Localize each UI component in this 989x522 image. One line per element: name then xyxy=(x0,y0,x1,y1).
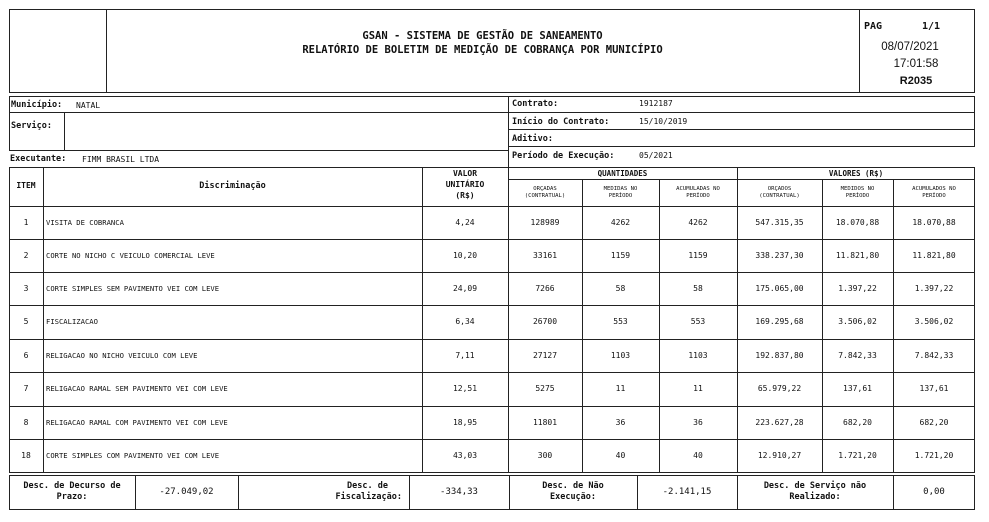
cell-v-medidos: 137,61 xyxy=(843,384,872,393)
col-header-v-orcados: (CONTRATUAL) xyxy=(759,193,800,199)
cell-v-orcados: 169.295,68 xyxy=(755,317,804,326)
group-divider-valores xyxy=(737,179,975,180)
col-header-q-medidas: PERÍODO xyxy=(608,193,633,199)
cell-discriminacao: CORTE SIMPLES SEM PAVIMENTO VEI COM LEVE xyxy=(46,284,220,293)
inicio-contrato-label: Início do Contrato: xyxy=(512,117,610,127)
desc-servico-nao-realizado-label: Realizado: xyxy=(789,492,841,502)
desc-nao-execucao-label: Desc. de Não xyxy=(542,481,604,491)
cell-q-orcadas: 11801 xyxy=(532,418,558,427)
cell-discriminacao: RELIGACAO RAMAL COM PAVIMENTO VEI COM LEVE xyxy=(46,418,228,427)
cell-q-medidas: 1103 xyxy=(610,351,631,360)
cell-item: 5 xyxy=(23,317,29,326)
cell-q-acumuladas: 4262 xyxy=(688,218,708,227)
col-header-item: ITEM xyxy=(16,181,36,190)
cell-q-acumuladas: 553 xyxy=(690,317,706,326)
cell-v-orcados: 192.837,80 xyxy=(755,351,804,360)
cell-v-acumulados: 137,61 xyxy=(919,384,949,393)
report-title: RELATÓRIO DE BOLETIM DE MEDIÇÃO DE COBRANÇA POR MUNICÍPIO xyxy=(302,44,663,56)
report-time: 17:01:58 xyxy=(893,58,939,70)
desc-prazo-label: Desc. de Decurso de xyxy=(23,481,121,491)
cell-q-acumuladas: 11 xyxy=(693,384,703,393)
page-number: 1/1 xyxy=(922,21,941,32)
cell-discriminacao: FISCALIZACAO xyxy=(46,317,98,326)
page-label: PAG xyxy=(864,21,883,32)
cell-q-acumuladas: 40 xyxy=(693,451,703,460)
cell-v-orcados: 65.979,22 xyxy=(757,384,802,393)
col-header-q-orcadas: (CONTRATUAL) xyxy=(524,193,566,199)
cell-discriminacao: CORTE NO NICHO C VEICULO COMERCIAL LEVE xyxy=(46,251,215,260)
col-header-q-medidas: MEDIDAS NO xyxy=(603,186,638,192)
cell-valor-unitario: 4,24 xyxy=(455,218,475,227)
col-divider xyxy=(43,167,44,473)
periodo-execucao-label: Período de Execução: xyxy=(512,151,615,161)
inicio-contrato-value: 15/10/2019 xyxy=(639,117,688,126)
cell-item: 1 xyxy=(23,218,29,227)
desc-servico-nao-realizado-label: Desc. de Serviço não xyxy=(763,481,867,491)
desc-nao-execucao-label: Execução: xyxy=(549,492,597,502)
cell-discriminacao: RELIGACAO RAMAL SEM PAVIMENTO VEI COM LEVE xyxy=(46,384,228,393)
report-system-title: GSAN - SISTEMA DE GESTÃO DE SANEAMENTO xyxy=(362,30,603,42)
cell-v-acumulados: 11.821,80 xyxy=(912,251,956,260)
cell-item: 18 xyxy=(21,451,31,460)
cell-valor-unitario: 6,34 xyxy=(455,317,475,326)
cell-q-orcadas: 27127 xyxy=(532,351,558,360)
desc-fiscalizacao-label: Desc. de xyxy=(347,481,388,491)
cell-v-orcados: 12.910,27 xyxy=(757,451,802,460)
col-header-v-orcados: ORÇADOS xyxy=(767,186,792,192)
cell-q-acumuladas: 58 xyxy=(693,284,703,293)
cell-q-orcadas: 26700 xyxy=(532,317,558,326)
cell-q-medidas: 58 xyxy=(615,284,626,293)
cell-item: 8 xyxy=(23,418,29,427)
contrato-value: 1912187 xyxy=(639,99,673,108)
group-divider-quant xyxy=(508,179,737,180)
cell-v-medidos: 3.506,02 xyxy=(838,317,877,326)
servico-label-divider xyxy=(64,112,65,151)
col-header-valor-unitario: UNITÁRIO xyxy=(445,180,485,189)
col-header-v-medidos: PERÍODO xyxy=(845,193,870,199)
servico-box xyxy=(9,112,509,151)
cell-q-orcadas: 33161 xyxy=(532,251,558,260)
col-header-v-acumulados: ACUMULADOS NO xyxy=(912,186,956,192)
cell-q-medidas: 553 xyxy=(613,317,628,326)
cell-v-medidos: 682,20 xyxy=(843,418,872,427)
report-date: 08/07/2021 xyxy=(881,41,939,53)
col-header-v-medidos: MEDIDOS NO xyxy=(840,186,875,192)
cell-valor-unitario: 12,51 xyxy=(452,384,478,393)
cell-v-orcados: 338.237,30 xyxy=(755,251,804,260)
municipio-value: NATAL xyxy=(76,101,101,110)
col-header-discriminacao: Discriminação xyxy=(199,181,266,191)
desc-nao-execucao-value: -2.141,15 xyxy=(662,487,712,497)
cell-q-medidas: 36 xyxy=(615,418,626,427)
cell-q-medidas: 1159 xyxy=(610,251,631,260)
report-code: R2035 xyxy=(899,75,933,87)
cell-q-medidas: 11 xyxy=(615,384,626,393)
cell-v-orcados: 223.627,28 xyxy=(755,418,804,427)
cell-valor-unitario: 43,03 xyxy=(452,451,478,460)
contrato-label: Contrato: xyxy=(512,99,559,109)
aditivo-label: Aditivo: xyxy=(512,134,553,144)
cell-discriminacao: RELIGACAO NO NICHO VEICULO COM LEVE xyxy=(46,351,198,360)
desc-servico-nao-realizado-value: 0,00 xyxy=(923,487,945,497)
cell-q-acumuladas: 1159 xyxy=(688,251,708,260)
executante-label: Executante: xyxy=(10,154,67,164)
cell-q-acumuladas: 36 xyxy=(693,418,703,427)
cell-valor-unitario: 7,11 xyxy=(455,351,475,360)
cell-discriminacao: CORTE SIMPLES COM PAVIMENTO VEI COM LEVE xyxy=(46,451,220,460)
cell-v-medidos: 1.721,20 xyxy=(838,451,877,460)
group-header-quantidades: QUANTIDADES xyxy=(597,169,648,178)
cell-item: 2 xyxy=(23,251,29,260)
cell-q-acumuladas: 1103 xyxy=(688,351,708,360)
cell-q-orcadas: 5275 xyxy=(535,384,555,393)
cell-v-orcados: 175.065,00 xyxy=(755,284,804,293)
desc-prazo-label: Prazo: xyxy=(56,492,88,502)
col-header-valor-unitario: (R$) xyxy=(455,191,475,200)
periodo-execucao-value: 05/2021 xyxy=(639,151,673,160)
cell-item: 7 xyxy=(23,384,29,393)
group-header-valores: VALORES (R$) xyxy=(828,169,884,178)
cell-v-orcados: 547.315,35 xyxy=(755,218,804,227)
municipio-label: Município: xyxy=(11,100,63,110)
cell-item: 6 xyxy=(23,351,29,360)
cell-v-medidos: 18.070,88 xyxy=(835,218,880,227)
aditivo-box xyxy=(508,129,975,147)
servico-label: Serviço: xyxy=(11,121,52,131)
cell-v-acumulados: 3.506,02 xyxy=(914,317,954,326)
contrato-box xyxy=(508,96,975,113)
col-header-v-acumulados: PERÍODO xyxy=(922,193,946,199)
cell-valor-unitario: 10,20 xyxy=(452,251,478,260)
cell-q-medidas: 40 xyxy=(615,451,626,460)
cell-item: 3 xyxy=(23,284,29,293)
cell-v-acumulados: 7.842,33 xyxy=(914,351,954,360)
desc-fiscalizacao-value: -334,33 xyxy=(440,487,478,497)
col-header-q-acumuladas: ACUMULADAS NO xyxy=(676,186,720,192)
cell-v-acumulados: 682,20 xyxy=(919,418,949,427)
cell-v-medidos: 7.842,33 xyxy=(838,351,877,360)
desc-prazo-value: -27.049,02 xyxy=(159,487,214,497)
cell-valor-unitario: 24,09 xyxy=(452,284,478,293)
cell-v-acumulados: 18.070,88 xyxy=(912,218,956,227)
cell-q-orcadas: 300 xyxy=(537,451,553,460)
col-header-q-acumuladas: PERÍODO xyxy=(686,193,710,199)
col-header-valor-unitario: VALOR xyxy=(452,169,478,178)
cell-q-medidas: 4262 xyxy=(610,218,631,227)
cell-v-medidos: 11.821,80 xyxy=(835,251,880,260)
cell-q-orcadas: 128989 xyxy=(530,218,560,227)
cell-v-medidos: 1.397,22 xyxy=(838,284,877,293)
executante-value: FIMM BRASIL LTDA xyxy=(82,155,160,164)
col-header-q-orcadas: ORÇADAS xyxy=(533,186,557,192)
cell-discriminacao: VISITA DE COBRANCA xyxy=(46,218,124,227)
cell-v-acumulados: 1.721,20 xyxy=(914,451,954,460)
desc-fiscalizacao-label: Fiscalização: xyxy=(335,492,402,502)
cell-valor-unitario: 18,95 xyxy=(452,418,478,427)
cell-q-orcadas: 7266 xyxy=(535,284,555,293)
cell-v-acumulados: 1.397,22 xyxy=(914,284,954,293)
